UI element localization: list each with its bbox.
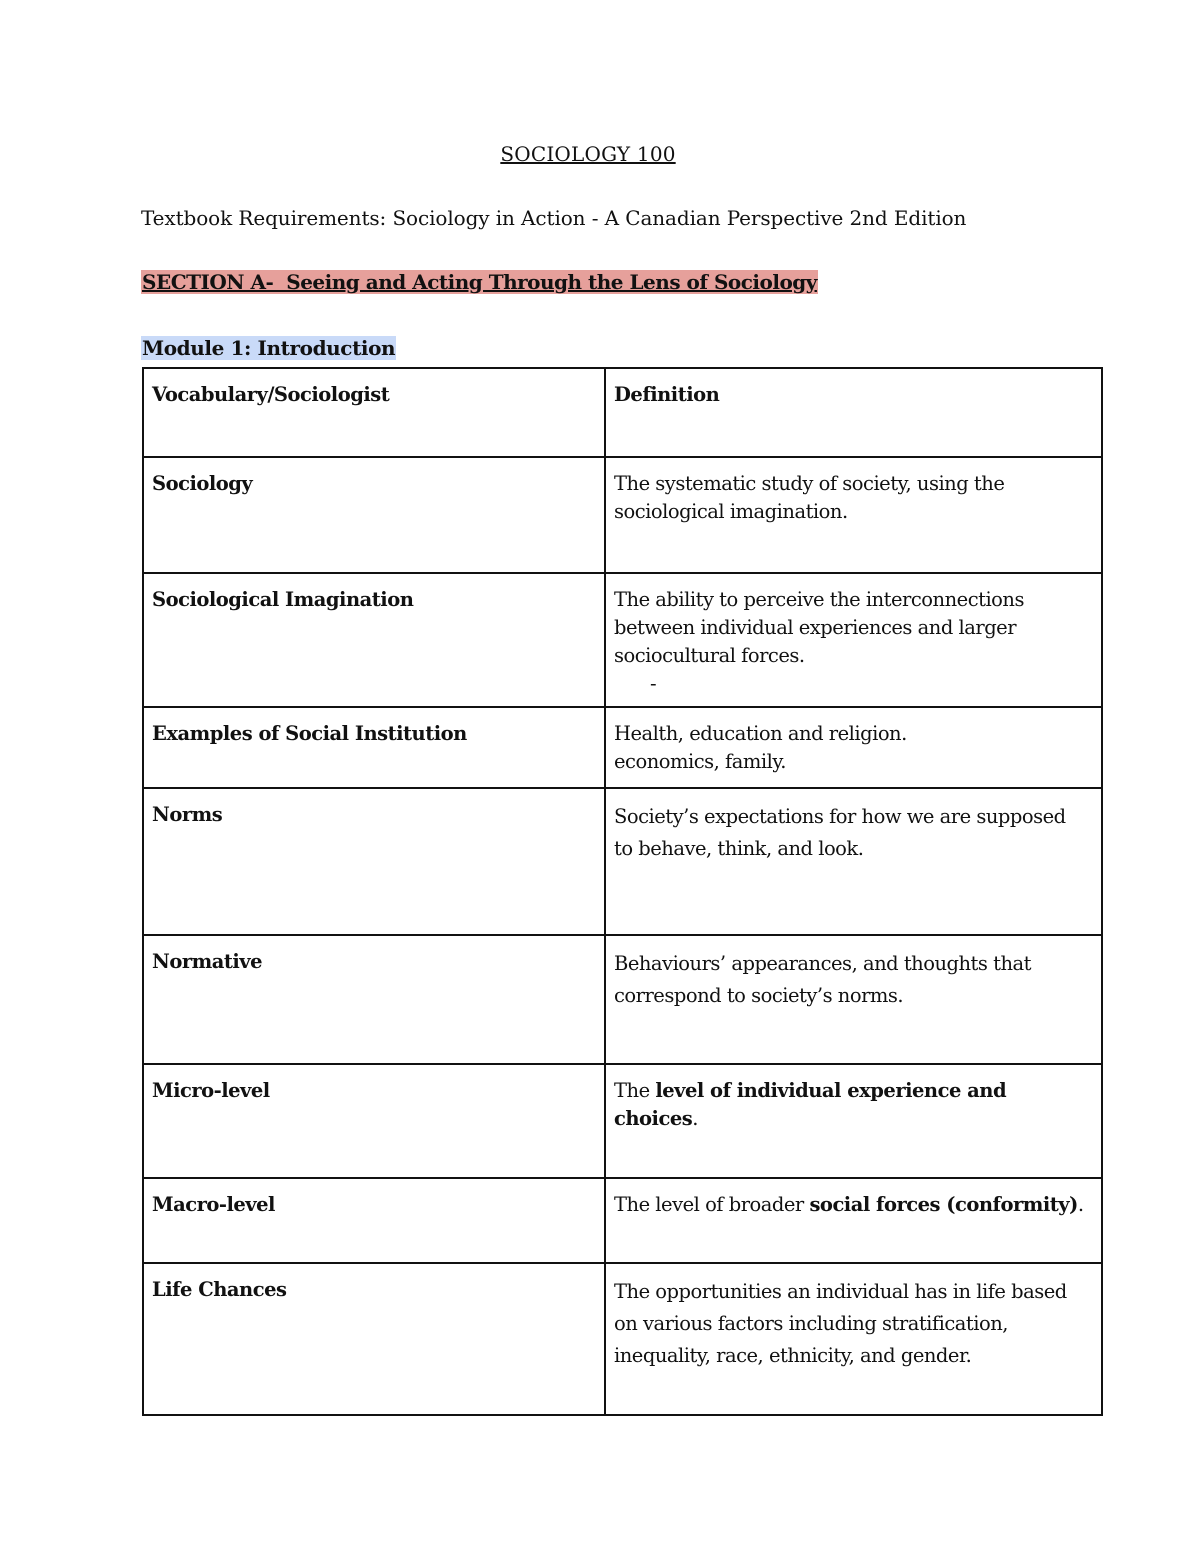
definition-line: Behaviours’ appearances, and thoughts that — [614, 952, 1031, 975]
definition-cell — [605, 707, 1102, 788]
definition-line: The opportunities an individual has in life based — [614, 1280, 1067, 1303]
header-term: Vocabulary/Sociologist — [143, 368, 605, 457]
table-row — [143, 1178, 1102, 1263]
module-heading: Module 1: Introduction — [142, 336, 396, 360]
definition-cell — [605, 573, 1102, 707]
term-cell: Examples of Social Institution — [143, 707, 605, 788]
definition-line: economics, family. — [614, 750, 786, 773]
definition-bullet: - — [650, 672, 657, 695]
definition-line: Health, education and religion. — [614, 722, 907, 745]
term-cell: Normative — [143, 935, 605, 1064]
definition-prefix: The — [614, 1079, 656, 1102]
definition-cell — [605, 1178, 1102, 1263]
definition-bold-text: social forces (conformity) — [809, 1193, 1078, 1216]
definition-line: The systematic study of society, using the — [614, 472, 1005, 495]
definition-prefix: The level of broader — [614, 1193, 810, 1216]
vocabulary-table — [142, 367, 1103, 1416]
definition-bold-text: level of individual experience and choices — [614, 1079, 1007, 1130]
definition-cell — [605, 1263, 1102, 1415]
definition-cell — [605, 457, 1102, 573]
section-a-heading: SECTION A- Seeing and Acting Through the Lens of Sociology — [142, 270, 817, 294]
definition-line: Society’s expectations for how we are supposed — [614, 805, 1066, 828]
definition-suffix: . — [692, 1107, 698, 1130]
term-cell: Macro-level — [143, 1178, 605, 1263]
document-title: SOCIOLOGY 100 — [500, 142, 676, 166]
definition-line: The ability to perceive the interconnections — [614, 588, 1024, 611]
table-row — [143, 573, 1102, 707]
definition-line: inequality, race, ethnicity, and gender. — [614, 1344, 972, 1367]
table-header-row — [143, 368, 1102, 457]
term-cell: Norms — [143, 788, 605, 935]
table-row — [143, 788, 1102, 935]
definition-suffix: . — [1077, 1193, 1084, 1216]
table-row — [143, 707, 1102, 788]
term-cell: Life Chances — [143, 1263, 605, 1415]
table-row — [143, 1064, 1102, 1178]
term-cell: Micro-level — [143, 1064, 605, 1178]
definition-line: on various factors including stratification, — [614, 1312, 1008, 1335]
definition-cell — [605, 1064, 1102, 1178]
table-row — [143, 1263, 1102, 1415]
header-definition: Definition — [605, 368, 1102, 457]
term-cell: Sociology — [143, 457, 605, 573]
definition-line: sociocultural forces. — [614, 644, 805, 667]
textbook-requirements: Textbook Requirements: Sociology in Action - A Canadian Perspective 2nd Edition — [141, 206, 967, 230]
definition-line: sociological imagination. — [614, 500, 848, 523]
term-cell: Sociological Imagination — [143, 573, 605, 707]
definition-line: to behave, think, and look. — [614, 837, 864, 860]
definition-cell — [605, 935, 1102, 1064]
definition-line: between individual experiences and larger — [614, 616, 1017, 639]
table-row — [143, 935, 1102, 1064]
table-row — [143, 457, 1102, 573]
definition-line: correspond to society’s norms. — [614, 984, 904, 1007]
definition-cell — [605, 788, 1102, 935]
